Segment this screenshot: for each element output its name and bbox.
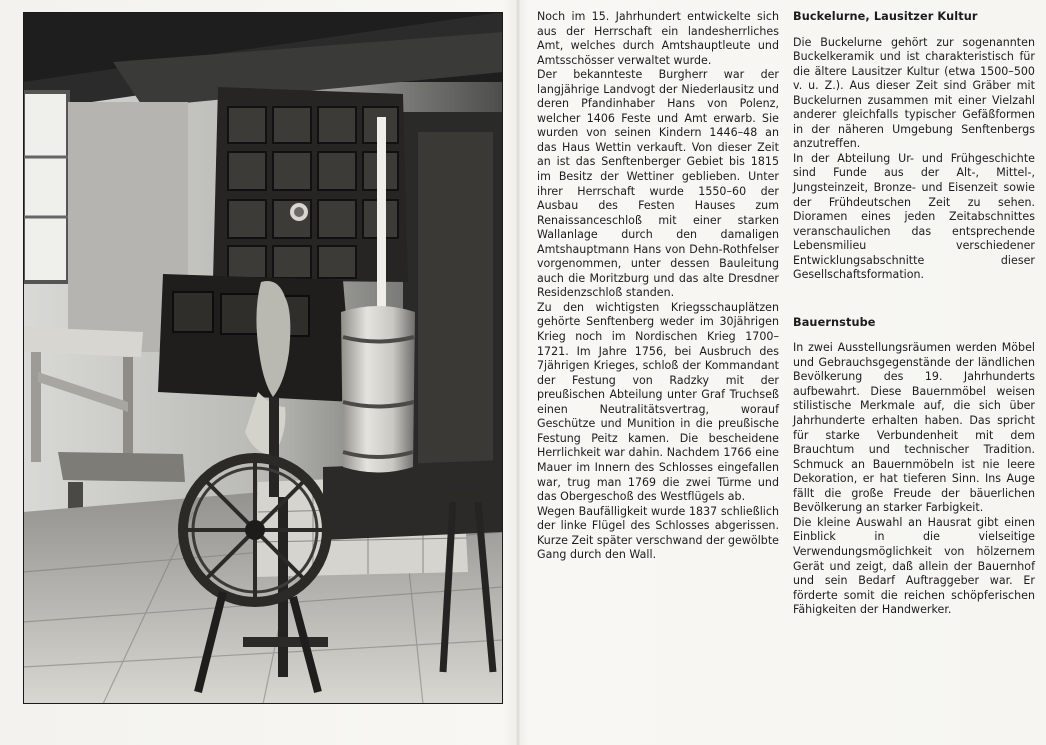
paragraph: Wegen Baufälligkeit wurde 1837 schließlich der linke Flügel des Schlosses abgerissen. Kurze Zeit später verschwand der gewölbte Gang durch den Wall.	[537, 504, 779, 562]
section-heading-buckelurne: Buckelurne, Lausitzer Kultur	[793, 10, 978, 23]
bauernstube-photo	[23, 12, 503, 704]
section-heading-bauernstube: Bauernstube	[793, 315, 876, 329]
paragraph: In zwei Ausstellungsräumen werden Möbel und Gebrauchsgegenstände der ländlichen Bevölkerung des 19. Jahrhunderts aufbewahrt. Diese Bauernmöbel weisen stilistische Merkmale auf, die sich über Jahrhunderte erhalten haben. Das spricht für starke Verbundenheit mit dem Brauchtum und technischer Tradition. Schmuck an Bauernmöbeln ist nie leere Dekoration, er hat tieferen Sinn. Ins Auge fällt die große Freude der bäuerlichen Bevölkerung an starker Farbigkeit.	[793, 341, 1035, 515]
page-fold	[516, 0, 520, 745]
paragraph: Der bekannteste Burgherr war der langjährige Landvogt der Niederlausitz und deren Pfandinhaber Hans von Polenz, welcher 1406 Feste und Amt erwarb. Sie wurden von seinen Kindern 1446–48 an das Haus Wettin verkauft. Von dieser Zeit an ist das Senftenberger Gebiet bis 1815 im Besitz der Wettiner geblieben. Unter ihrer Herrschaft wurde 1550–60 der Ausbau des Festen Hauses zum Renaissanceschloß mit einer starken Wallanlage durch den damaligen Amtshauptmann Hans von Dehn-Rothfelser vorgenommen, unter dessen Bauleitung auch die Moritzburg und das alte Dresdner Residenzschloß standen.	[537, 68, 779, 300]
paragraph: Die Buckelurne gehört zur sogenannten Buckelkeramik und ist charakteristisch für die ältere Lausitzer Kultur (etwa 1500–500 v. u. Z.). Aus dieser Zeit sind Gräber mit Buckelurnen zusammen mit einer Vielzahl anderer gleichfalls typischer Gefäßformen in der näheren Umgebung Senftenbergs anzutreffen.	[793, 35, 1035, 151]
exhibit-text-column	[793, 10, 1035, 618]
paragraph: Noch im 15. Jahrhundert entwickelte sich aus der Herrschaft ein landesherrliches Amt, welches durch Amtshauptleute und Amtsschösser verwaltet wurde.	[537, 10, 779, 67]
paragraph: Die kleine Auswahl an Hausrat gibt einen Einblick in die vielseitige Verwendungsmöglichkeit von hölzernem Gerät und zeigt, daß allein der Bauernhof und sein Bedarf Auftraggeber war. Er förderte somit die reichen schöpferischen Fähigkeiten der Handwerker.	[793, 515, 1035, 617]
spacer	[793, 330, 1035, 341]
history-text-column	[537, 10, 779, 563]
paragraph: In der Abteilung Ur- und Frühgeschichte sind Funde aus der Alt-, Mittel-, Jungsteinzeit, Bronze- und Eisenzeit sowie der Frühdeutschen Zeit zu sehen. Dioramen eines jeden Zeitabschnittes veranschaulichen das entsprechende Lebensmilieu verschiedener Entwicklungsabschnitte dieser Gesellschaftsformation.	[793, 151, 1035, 282]
paragraph: Zu den wichtigsten Kriegsschauplätzen gehörte Senftenberg weder im 30jährigen Krieg noch im Nordischen Krieg 1700–1721. Im Jahre 1756, bei Ausbruch des 7jährigen Krieges, schloß der Kommandant der Festung von Radzky mit der preußischen Abteilung unter Graf Truchseß einen Neutralitätsvertrag, worauf Geschütze und Munition in die preußische Festung Peitz kamen. Die bescheidene Herrlichkeit war dahin. Nachdem 1766 eine Mauer im Innern des Schlosses eingefallen war, trug man 1769 die zwei Türme und das Obergeschoß des Westflügels ab.	[537, 300, 779, 504]
spacer	[793, 25, 1035, 36]
spacer	[793, 283, 1035, 316]
